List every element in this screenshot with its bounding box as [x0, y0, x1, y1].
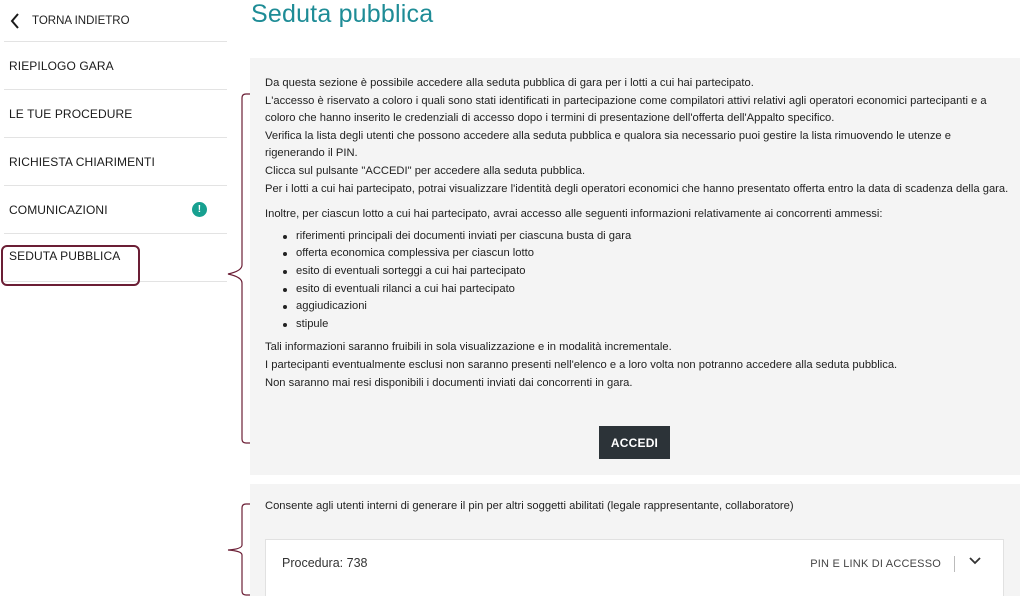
- procedura-accordion[interactable]: [265, 539, 1004, 596]
- info-paragraph: Tali informazioni saranno fruibili in sola visualizzazione e in modalità incrementale.: [265, 341, 672, 354]
- list-item: esito di eventuali sorteggi a cui hai partecipato: [283, 263, 1010, 281]
- sidebar-item-le-tue-procedure[interactable]: [4, 90, 227, 138]
- sidebar-item-label: RICHIESTA CHIARIMENTI: [9, 154, 155, 169]
- accedi-button[interactable]: ACCEDI: [599, 426, 670, 459]
- sidebar: [4, 0, 227, 282]
- sidebar-item-richiesta-chiarimenti[interactable]: [4, 138, 227, 186]
- info-paragraph: Non saranno mai resi disponibili i documenti inviati dai concorrenti in gara.: [265, 376, 633, 389]
- pin-section: [250, 484, 1020, 596]
- pin-section-description: Consente agli utenti interni di generare il pin per altri soggetti abilitati (legale rappresentante, collaboratore): [265, 500, 794, 512]
- procedura-label: Procedura: 738: [282, 556, 368, 570]
- list-item: aggiudicazioni: [283, 298, 1010, 316]
- info-paragraph: Clicca sul pulsante "ACCEDI" per accedere alla seduta pubblica.: [265, 164, 586, 177]
- info-paragraph: Per i lotti a cui hai partecipato, potrai visualizzare l'identità degli operatori economici che hanno presentato offerta entro la data di scadenza della gara.: [265, 182, 1009, 195]
- page-title: Seduta pubblica: [251, 0, 434, 28]
- seduta-info-panel: [250, 58, 1020, 475]
- sidebar-item-label: RIEPILOGO GARA: [9, 58, 114, 73]
- sidebar-item-label: LE TUE PROCEDURE: [9, 106, 133, 121]
- list-item: riferimenti principali dei documenti inviati per ciascuna busta di gara: [283, 228, 1010, 246]
- list-intro: Inoltre, per ciascun lotto a cui hai partecipato, avrai accesso alle seguenti informazioni relativamente ai concorrenti ammessi:: [265, 208, 883, 221]
- seduta-info-text: [265, 75, 1010, 392]
- alert-icon: !: [192, 202, 207, 217]
- info-paragraph: Verifica la lista degli utenti che possono accedere alla seduta pubblica e qualora sia necessario puoi gestire la lista rimuovendo le utenze e rigenerando il PIN.: [265, 129, 951, 160]
- info-paragraph: Da questa sezione è possibile accedere alla seduta pubblica di gara per i lotti a cui hai partecipato.: [265, 77, 754, 89]
- back-link-label: TORNA INDIETRO: [32, 14, 130, 27]
- sidebar-item-comunicazioni[interactable]: [4, 186, 227, 234]
- list-item: stipule: [283, 316, 1010, 334]
- chevron-down-icon[interactable]: [969, 556, 981, 566]
- active-item-highlight: [1, 245, 140, 286]
- info-paragraph: L'accesso è riservato a coloro i quali sono stati identificati in partecipazione come compilatori attivi relativi agli operatori economici partecipanti e a coloro che hanno inserito le credenziali di accesso dopo i termini di presentazione dell'offerta dell'Appalto specifico.: [265, 94, 987, 125]
- back-link[interactable]: [4, 0, 227, 42]
- sidebar-item-label: COMUNICAZIONI: [9, 202, 108, 217]
- sidebar-item-label: SEDUTA PUBBLICA: [9, 249, 121, 263]
- info-paragraph: I partecipanti eventualmente esclusi non saranno presenti nell'elenco e a loro volta non potranno accedere alla seduta pubblica.: [265, 358, 898, 371]
- pin-link-button[interactable]: PIN E LINK DI ACCESSO: [810, 558, 941, 570]
- sidebar-item-riepilogo-gara[interactable]: [4, 42, 227, 90]
- chevron-left-icon: [10, 13, 20, 29]
- info-list: [265, 228, 1010, 334]
- divider: [954, 556, 955, 572]
- list-item: offerta economica complessiva per ciascun lotto: [283, 245, 1010, 263]
- list-item: esito di eventuali rilanci a cui hai partecipato: [283, 281, 1010, 299]
